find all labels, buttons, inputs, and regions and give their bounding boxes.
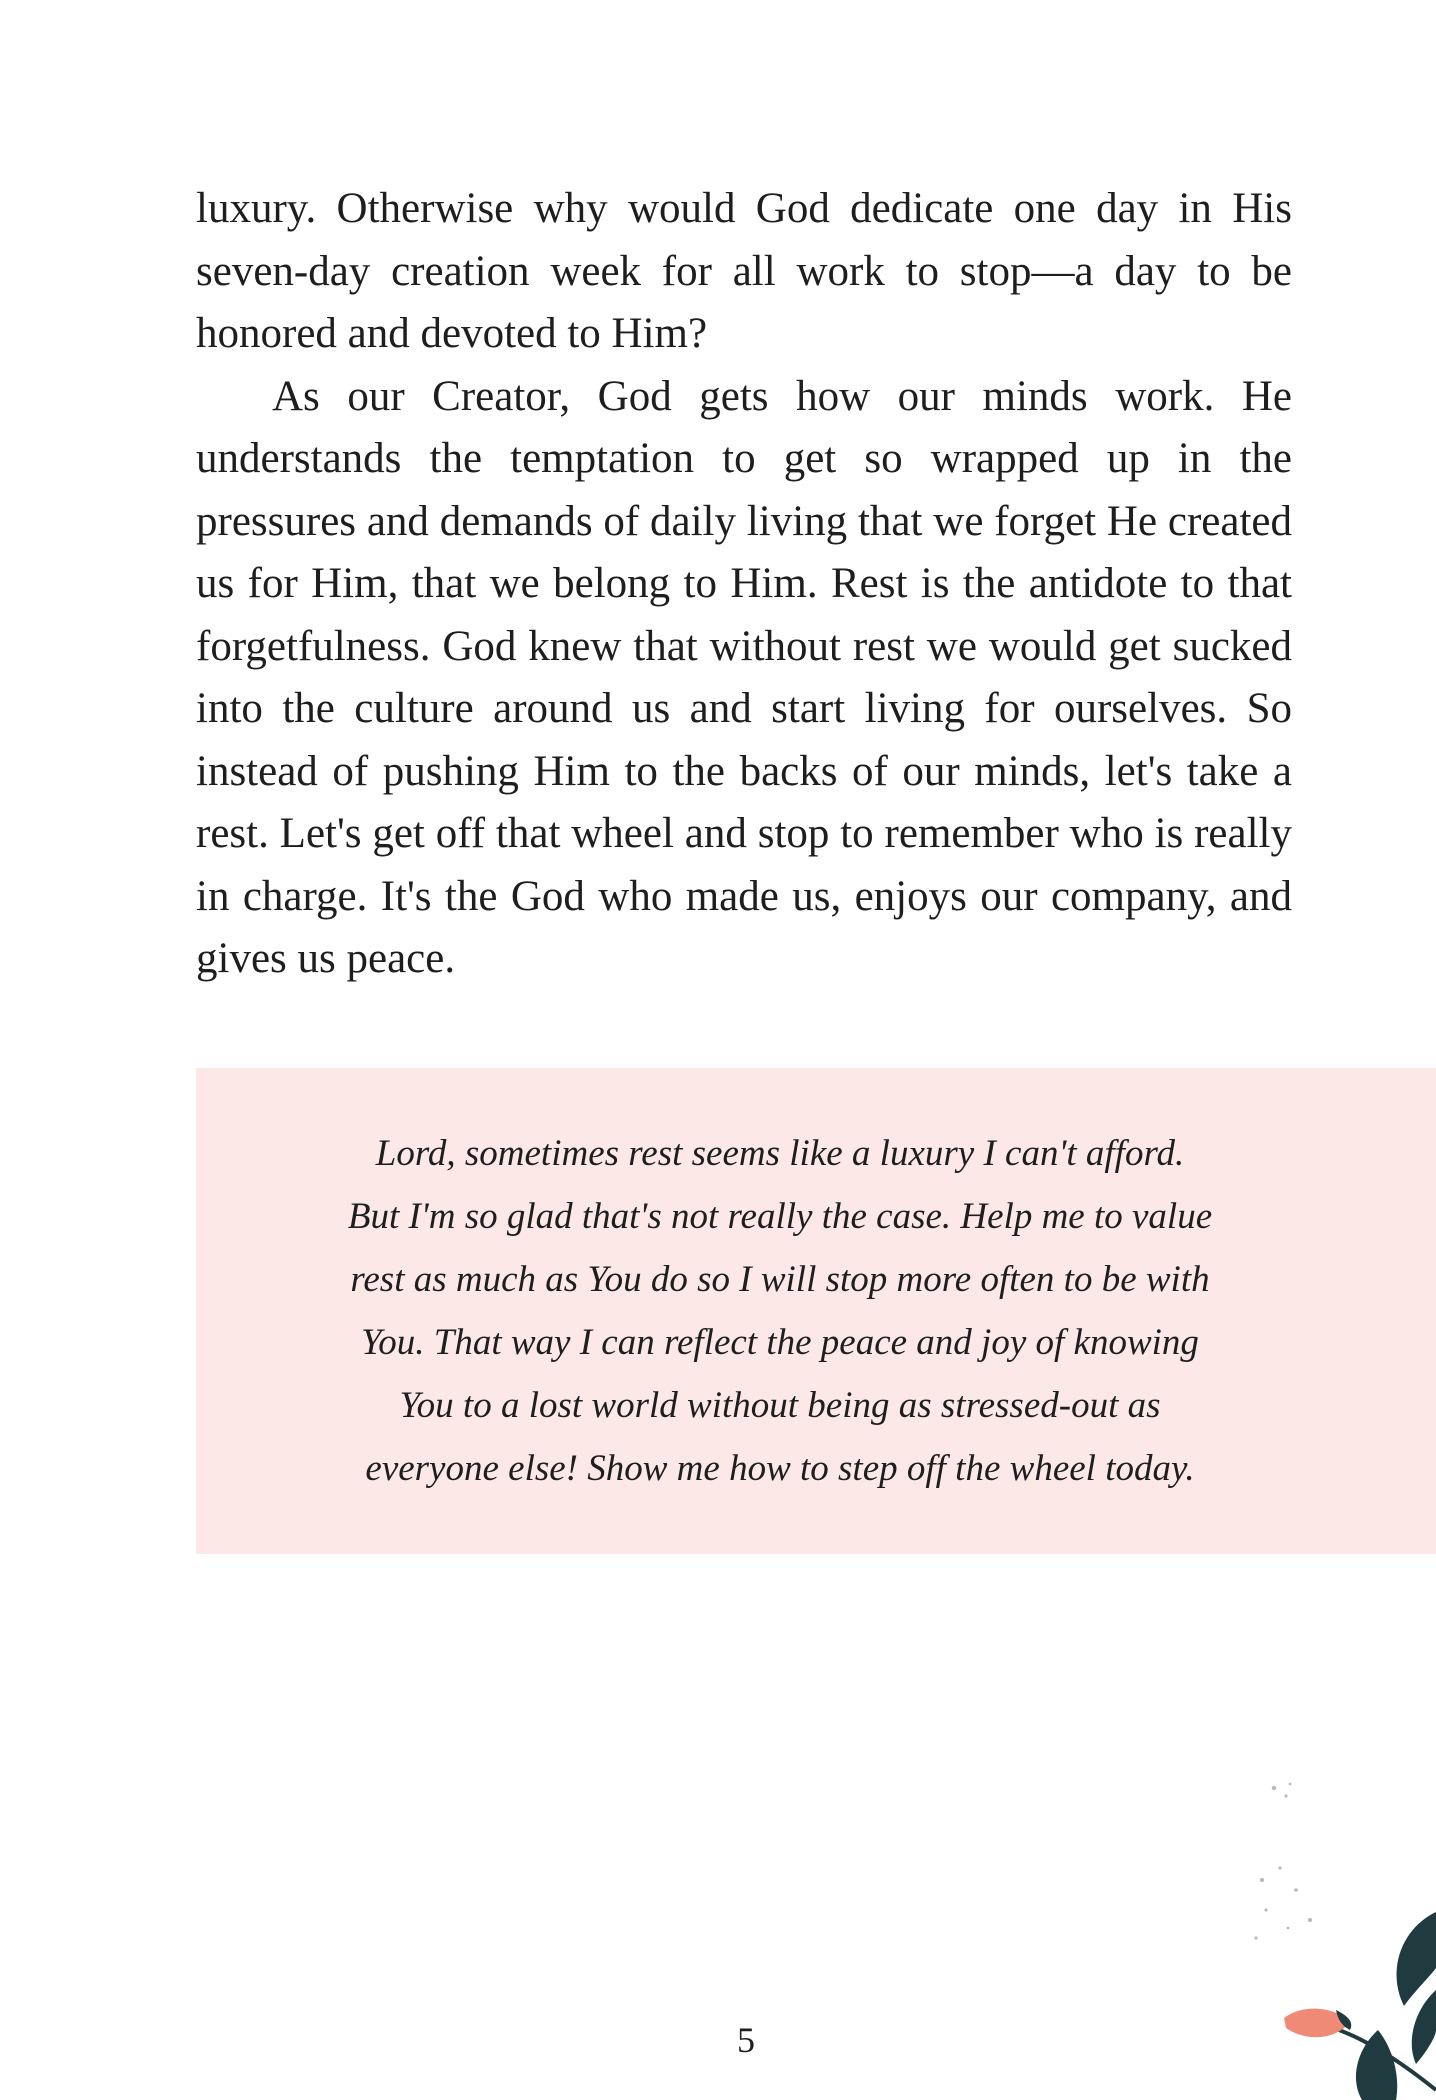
- page-number: 5: [737, 2020, 755, 2060]
- prayer-line: rest as much as You do so I will stop more often to be with: [350, 1259, 1210, 1300]
- prayer-line: But I'm so glad that's not really the case. Help me to value: [347, 1196, 1213, 1237]
- prayer-text: [300, 1122, 1260, 1500]
- prayer-line: You. That way I can reflect the peace and joy of knowing: [361, 1322, 1199, 1363]
- prayer-line: You to a lost world without being as stressed-out as: [399, 1385, 1161, 1426]
- body-paragraph-2: As our Creator, God gets how our minds work. He understands the temptation to get so wrapped up in the pressures and demands of daily living that we forget He created us for Him, that we belong to Him. Rest is the antidote to that forgetfulness. God knew that without rest we would get sucked into the culture around us and start living for ourselves. So instead of pushing Him to the backs of our minds, let's take a rest. Let's get off that wheel and stop to remember who is really in charge. It's the God who made us, enjoys our company, and gives us peace.: [196, 372, 1292, 982]
- leaf-icon: [1397, 1912, 1436, 2006]
- prayer-line: everyone else! Show me how to step off the wheel today.: [365, 1448, 1195, 1489]
- body-paragraph-1: luxury. Otherwise why would God dedicate one day in His seven-day creation week for all work to stop—a day to be honored and devoted to Him?: [196, 185, 1292, 357]
- leaf-icon: [1412, 1990, 1436, 2064]
- speckles: [1254, 1783, 1312, 1940]
- floral-decoration-icon: [1236, 1760, 1436, 2100]
- body-text: [196, 178, 1292, 991]
- prayer-line: Lord, sometimes rest seems like a luxury I can't afford.: [375, 1133, 1185, 1174]
